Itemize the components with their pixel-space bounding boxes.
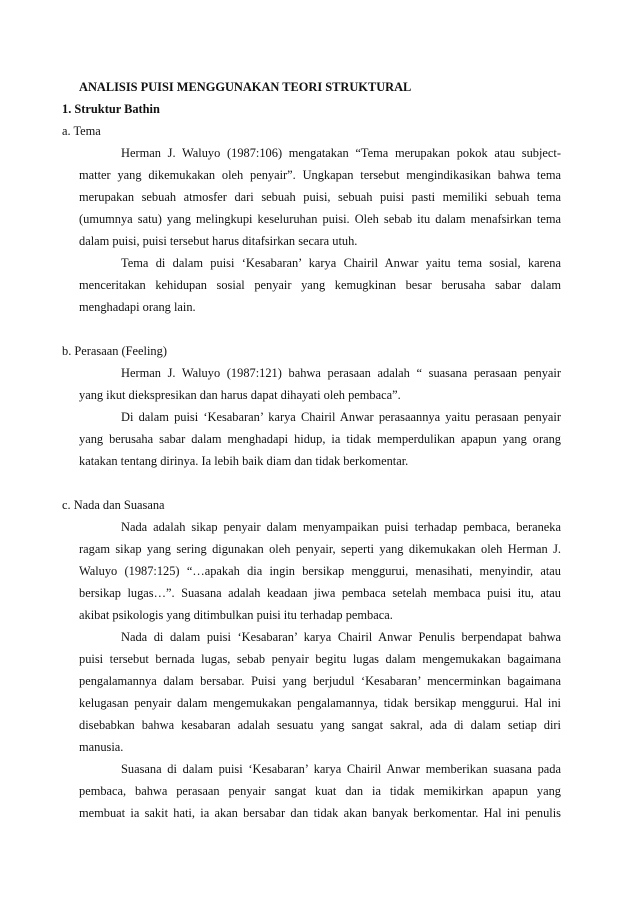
paragraph-line: katakan tentang dirinya. Ia lebih baik diam dan tidak berkomentar. (79, 454, 409, 468)
paragraph-line: menceritakan kehidupan sosial penyair yang kemugkinan besar berusaha sabar dalam (79, 278, 561, 292)
paragraph-line: Nada di dalam puisi ‘Kesabaran’ karya Chairil Anwar Penulis berpendapat bahwa (121, 630, 561, 644)
paragraph-line: Di dalam puisi ‘Kesabaran’ karya Chairil Anwar perasaannya yaitu perasaan penyair (121, 410, 561, 424)
paragraph-line: Tema di dalam puisi ‘Kesabaran’ karya Chairil Anwar yaitu tema sosial, karena (121, 256, 561, 270)
paragraph-line: puisi tersebut bernada lugas, sebab penyair begitu lugas dalam mengemukakan bagaimana (79, 652, 561, 666)
paragraph-line: merupakan sebuah atmosfer dari sebuah puisi, sebuah puisi pasti memiliki sebuah tema (79, 190, 561, 204)
paragraph-line: akibat psikologis yang ditimbulkan puisi itu terhadap pembaca. (79, 608, 393, 622)
paragraph-line: yang berusaha sabar dalam menghadapi hidup, ia tidak memperdulikan apapun yang orang (79, 432, 561, 446)
paragraph-line: ragam sikap yang sering digunakan oleh penyair, seperti yang dikemukakan oleh Herman J. (79, 542, 561, 556)
paragraph-line: pembaca, bahwa perasaan penyair sangat kuat dan ia tidak memikirkan apapun yang (79, 784, 561, 798)
paragraph-line: Herman J. Waluyo (1987:121) bahwa perasaan adalah “ suasana perasaan penyair (121, 366, 561, 380)
paragraph-line: Suasana di dalam puisi ‘Kesabaran’ karya Chairil Anwar memberikan suasana pada (121, 762, 561, 776)
document-title: ANALISIS PUISI MENGGUNAKAN TEORI STRUKTURAL (79, 80, 412, 94)
paragraph-line: yang ikut diekspresikan dan harus dapat dihayati oleh pembaca”. (79, 388, 401, 402)
paragraph-line: kelugasan penyair dalam mengemukakan pengalamannya, tidak bersikap menggurui. Hal ini (79, 696, 561, 710)
section-label-nada-suasana: c. Nada dan Suasana (62, 498, 165, 512)
paragraph-line: bersikap lugas…”. Suasana adalah keadaan jiwa pembaca setelah membaca puisi itu, atau (79, 586, 561, 600)
paragraph-line: membuat ia sakit hati, ia akan bersabar dan tidak akan banyak berkomentar. Hal ini penulis (79, 806, 561, 820)
section-label-tema: a. Tema (62, 124, 101, 138)
paragraph-line: Herman J. Waluyo (1987:106) mengatakan “Tema merupakan pokok atau subject- (121, 146, 561, 160)
paragraph-line: pengalamannya dalam bersabar. Puisi yang berjudul ‘Kesabaran’ mencerminkan bagaimana (79, 674, 561, 688)
paragraph-line: menghadapi orang lain. (79, 300, 196, 314)
paragraph-line: Nada adalah sikap penyair dalam menyampaikan puisi terhadap pembaca, beraneka (121, 520, 561, 534)
paragraph-line: manusia. (79, 740, 124, 754)
paragraph-line: matter yang dikemukakan oleh penyair”. Ungkapan tersebut mengindikasikan bahwa tema (79, 168, 561, 182)
paragraph-line: disebabkan bahwa kesabaran adalah sesuatu yang sangat sakral, ada di dalam setiap diri (79, 718, 561, 732)
paragraph-line: dalam puisi, puisi tersebut harus ditafsirkan secara utuh. (79, 234, 358, 248)
paragraph-line: Waluyo (1987:125) “…apakah dia ingin bersikap menggurui, menasihati, menyindir, atau (79, 564, 561, 578)
paragraph-line: (umumnya satu) yang melingkupi keseluruhan puisi. Oleh sebab itu dalam menafsirkan tema (79, 212, 561, 226)
heading-struktur-bathin: 1. Struktur Bathin (62, 102, 160, 116)
section-label-perasaan: b. Perasaan (Feeling) (62, 344, 167, 358)
